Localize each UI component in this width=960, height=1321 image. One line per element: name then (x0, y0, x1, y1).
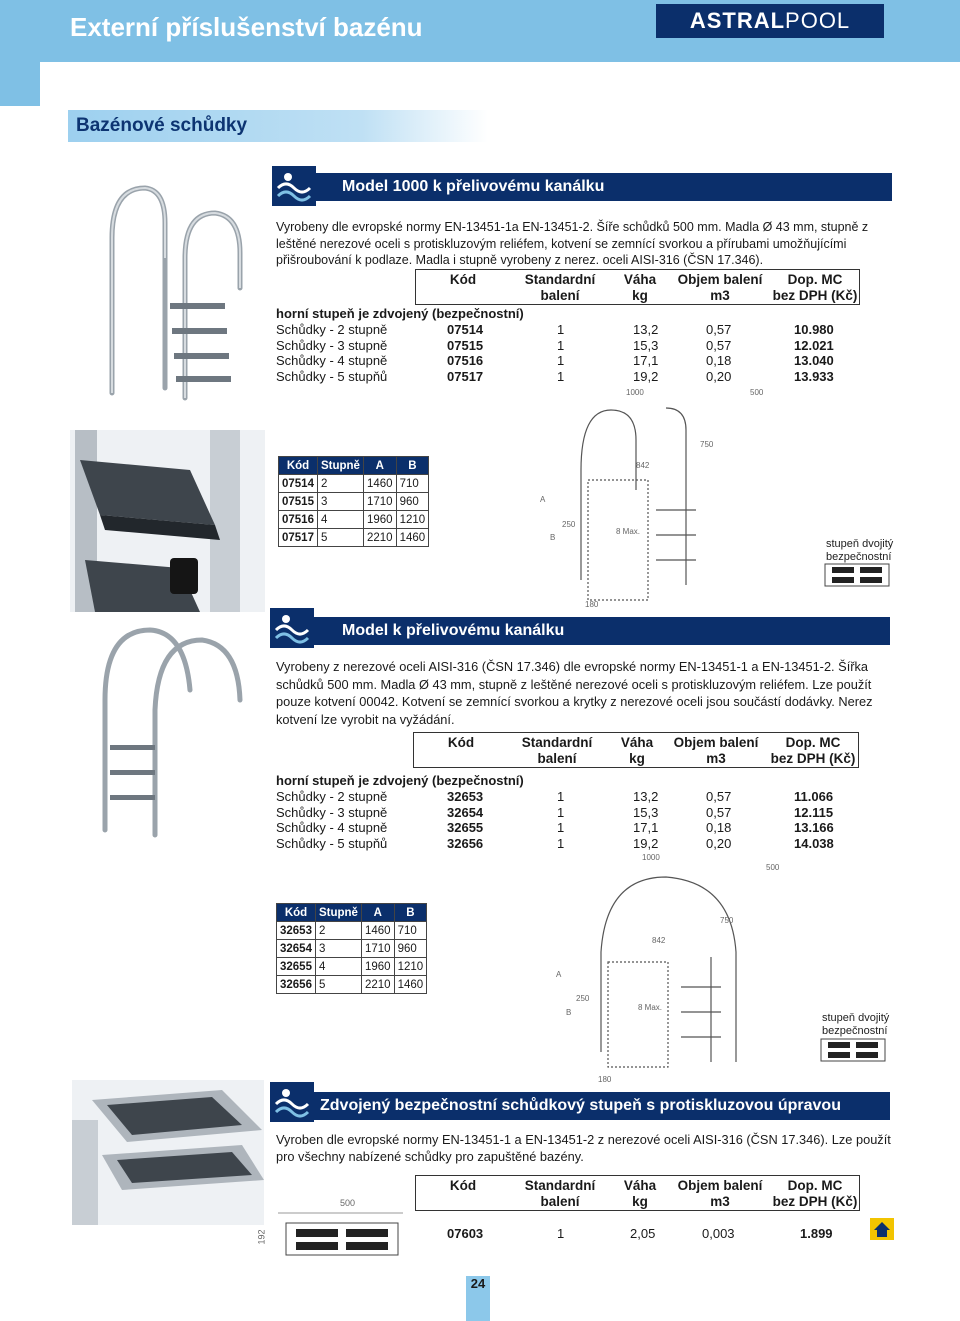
col-kod: Kód (449, 272, 477, 287)
technical-drawing-model-overflow (556, 862, 756, 1072)
pool-logo-icon (270, 1082, 314, 1122)
left-accent-strip (0, 62, 40, 106)
col-standard: Standardní balení (524, 272, 596, 303)
model-overflow-description: Vyrobeny z nerezové oceli AISI-316 (ČSN 17.346) dle evropské normy EN-13451-1 a EN-13451-2. Šířka schůdků 500 mm. Madla Ø 43 mm, stupně z leštěné nerezové oceli s protiskluzovým reliéfem. Lze použít pouze kotvení 00042. Kotvení se zemnící svorkou a krytky z nerezové oceli jsou součástí dodávky. Nerez kotvení lze vyrobit na vyžádání. (276, 659, 873, 727)
astralpool-logo: ASTRAL POOL (656, 4, 884, 38)
dims-table-model-overflow: Kód Stupně A B 32653 2 1460 710 32654 3 1710 960 32655 4 1960 1210 32656 5 2210 1460 (276, 903, 427, 994)
col-price: Dop. MC bez DPH (Kč) (772, 272, 858, 303)
model-overflow-title: Model k přelivovému kanálku (314, 617, 890, 645)
double-step-photo (72, 1080, 264, 1225)
model-safety-step-description: Vyroben dle evropské normy EN-13451-1 a EN-13451-2 z nerezové oceli AISI-316 (ČSN 17.346). Lze použít pro všechny nabízené schůdky pro zapuštěné bazény. (276, 1132, 891, 1164)
home-icon[interactable] (870, 1218, 894, 1240)
ladder-photo-model-overflow (90, 620, 250, 845)
dims-table-model1000: Kód Stupně A B 07514 2 1460 710 07515 3 1710 960 07516 4 1960 1210 07517 5 2210 1460 (278, 456, 429, 547)
section-title: Bazénové schůdky (76, 115, 248, 136)
pool-logo-icon (272, 166, 316, 206)
group-label: horní stupeň je zdvojený (bezpečnostní) (276, 773, 524, 788)
col-vaha: Váha kg (623, 272, 657, 303)
safety-step-label: stupeň dvojitý bezpečnostní (822, 1012, 890, 1037)
group-label: horní stupeň je zdvojený (bezpečnostní) (276, 306, 524, 321)
page-title: Externí příslušenství bazénu (70, 12, 423, 42)
safety-step-label: stupeň dvojitý bezpečnostní (826, 538, 894, 563)
pool-logo-icon (270, 608, 314, 648)
col-objem: Objem balení m3 (677, 272, 763, 303)
step-dimension-drawing (268, 1205, 408, 1260)
double-step-icon (820, 1038, 886, 1062)
ladder-photo-model1000 (90, 178, 250, 403)
page-number: 24 (470, 1276, 486, 1291)
model1000-title: Model 1000 k přelivovému kanálku (314, 173, 892, 201)
step-closeup-photo (70, 430, 265, 612)
technical-drawing-model1000 (536, 400, 736, 610)
model1000-description: Vyrobeny dle evropské normy EN-13451-1a EN-13451-2. Šíře schůdků 500 mm. Madla Ø 43 mm, stupně z leštěné nerezové oceli s protiskluzovým reliéfem, kotvení se zemnící svorkou a přírubami umožňujícími přišroubování k podlaze. Madla i stupně vyrobeny z nerez. oceli AISI-316 (ČSN 17.346). (276, 220, 869, 267)
double-step-icon (824, 563, 890, 587)
model-safety-step-title: Zdvojený bezpečnostní schůdkový stupeň s protiskluzovou úpravou (314, 1092, 890, 1120)
